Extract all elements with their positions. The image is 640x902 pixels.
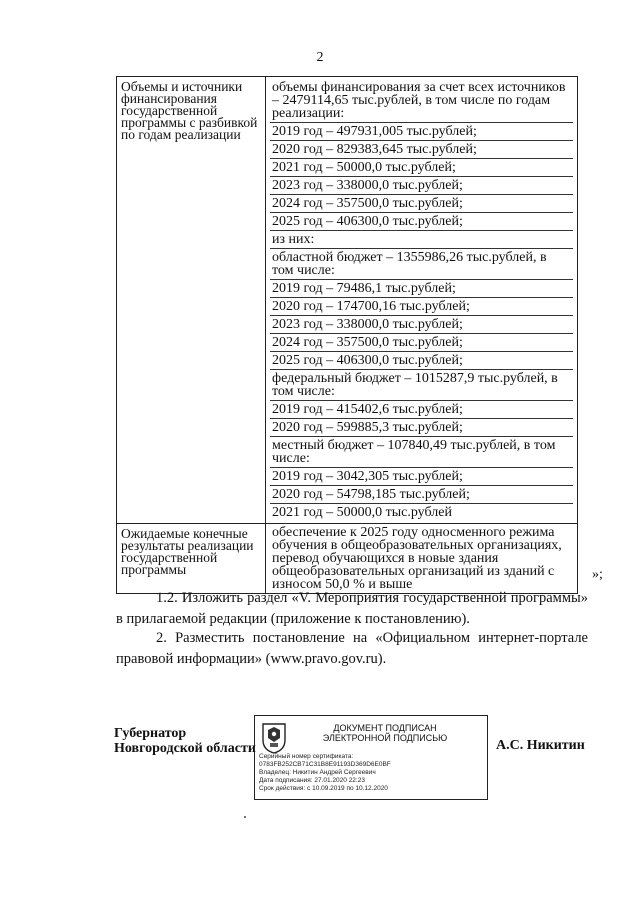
value-line: федеральный бюджет – 1015287,9 тыс.рублей, в том числе: xyxy=(270,370,573,401)
row-label-funding: Объемы и источники финансирования государственной программы с разбивкой по годам реализации xyxy=(117,77,266,524)
paragraph-section-v: 1.2. Изложить раздел «V. Мероприятия государственной программы» в прилагаемой редакции (приложение к постановлению). xyxy=(116,590,588,627)
value-line: из них: xyxy=(270,231,573,249)
signatory-name: А.С. Никитин xyxy=(496,738,585,753)
signatory-title-line: Губернатор xyxy=(114,726,187,741)
row-values-funding xyxy=(266,77,578,524)
signatory-title xyxy=(114,726,256,756)
value-line: местный бюджет – 107840,49 тыс.рублей, в том числе: xyxy=(270,437,573,468)
value-line: 2021 год – 50000,0 тыс.рублей; xyxy=(270,159,573,177)
value-line: 2020 год – 829383,645 тыс.рублей; xyxy=(270,141,573,159)
coat-of-arms-icon xyxy=(261,722,287,754)
value-line: 2024 год – 357500,0 тыс.рублей; xyxy=(270,334,573,352)
value-line: 2023 год – 338000,0 тыс.рублей; xyxy=(270,177,573,195)
value-line: 2025 год – 406300,0 тыс.рублей; xyxy=(270,352,573,370)
value-line: 2023 год – 338000,0 тыс.рублей; xyxy=(270,316,573,334)
electronic-signature-stamp xyxy=(254,715,488,800)
value-line: 2019 год – 497931,005 тыс.рублей; xyxy=(270,123,573,141)
cert-validity: Срок действия: с 10.09.2019 по 10.12.2020 xyxy=(259,785,388,792)
value-line: 2019 год – 3042,305 тыс.рублей; xyxy=(270,468,573,486)
value-line: 2019 год – 415402,6 тыс.рублей; xyxy=(270,401,573,419)
value-line: 2024 год – 357500,0 тыс.рублей; xyxy=(270,195,573,213)
page-number: 2 xyxy=(316,50,324,65)
cert-label: Серийный номер сертификата: xyxy=(259,753,354,760)
page-speck xyxy=(244,816,246,818)
value-line: 2020 год – 54798,185 тыс.рублей; xyxy=(270,486,573,504)
value-line: 2020 год – 599885,3 тыс.рублей; xyxy=(270,419,573,437)
table-row xyxy=(117,77,578,524)
stamp-details xyxy=(259,753,391,793)
value-line: объемы финансирования за счет всех источников – 2479114,65 тыс.рублей, в том числе по годам реализации: xyxy=(270,79,573,123)
signatory-title-line: Новгородской области xyxy=(114,741,256,756)
stamp-header-line: ДОКУМЕНТ ПОДПИСАН xyxy=(333,723,437,733)
cert-owner: Владелец: Никитин Андрей Сергеевич xyxy=(259,769,376,776)
paragraph-publication: 2. Разместить постановление на «Официальном интернет-портале правовой информации» (www.pravo.gov.ru). xyxy=(116,630,588,667)
value-line: 2025 год – 406300,0 тыс.рублей; xyxy=(270,213,573,231)
value-line: 2019 год – 79486,1 тыс.рублей; xyxy=(270,280,573,298)
value-line: 2021 год – 50000,0 тыс.рублей xyxy=(272,505,452,520)
table-row xyxy=(117,524,578,594)
stamp-header-line: ЭЛЕКТРОННОЙ ПОДПИСЬЮ xyxy=(322,733,448,743)
signing-date: Дата подписания: 27.01.2020 22:23 xyxy=(259,777,365,784)
value-line: областной бюджет – 1355986,26 тыс.рублей, в том числе: xyxy=(270,249,573,280)
value-line: 2020 год – 174700,16 тыс.рублей; xyxy=(270,298,573,316)
value-line: обеспечение к 2025 году односменного режима обучения в общеобразовательных организациях, перевод обучающихся в новые здания общеобразовательных организаций из зданий с износом 50,0 % и выше xyxy=(272,525,562,592)
program-passport-table xyxy=(116,76,578,594)
row-values-results xyxy=(266,524,578,594)
row-label-results: Ожидаемые конечные результаты реализации государственной программы xyxy=(117,524,266,594)
closing-quote: »; xyxy=(592,567,603,582)
cert-number: 0783FB252CB71C31B8E91193D369D6E0BF xyxy=(259,761,391,768)
stamp-header xyxy=(315,723,455,743)
